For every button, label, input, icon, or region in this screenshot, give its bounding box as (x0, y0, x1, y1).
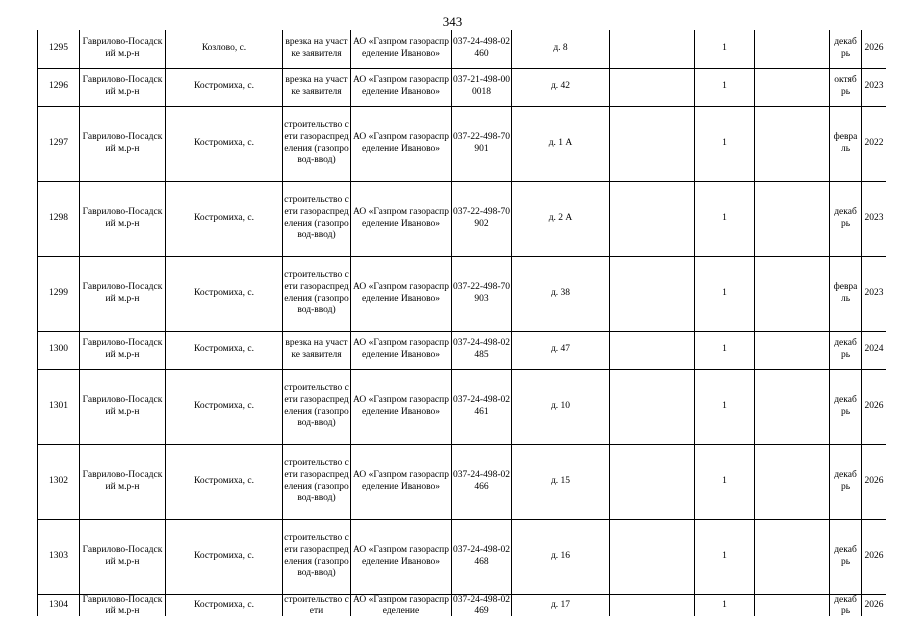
work-type-cell: строительство сети газораспределения (газопровод-ввод) (283, 106, 351, 181)
table-row (38, 444, 887, 519)
count-cell: 1 (695, 519, 755, 594)
object-code-cell: 037-24-498-02466 (452, 444, 512, 519)
empty-cell (610, 181, 695, 256)
address-cell: д. 2 А (512, 181, 610, 256)
empty-cell (755, 68, 830, 106)
organization-cell: АО «Газпром газораспределение Иваново» (351, 331, 452, 369)
locality-cell: Костромиха, с. (166, 444, 283, 519)
organization-cell: АО «Газпром газораспределение Иваново» (351, 30, 452, 68)
work-type-cell: врезка на участке заявителя (283, 30, 351, 68)
empty-cell (610, 256, 695, 331)
count-cell: 1 (695, 594, 755, 616)
page-number: 343 (442, 14, 463, 29)
organization-cell: АО «Газпром газораспределение Иваново» (351, 519, 452, 594)
work-type-cell: строительство сети газораспределения (газопровод-ввод) (283, 181, 351, 256)
empty-cell (610, 594, 695, 616)
empty-cell (610, 331, 695, 369)
row-number-cell: 1304 (38, 594, 80, 616)
empty-cell (755, 106, 830, 181)
count-cell: 1 (695, 30, 755, 68)
count-cell: 1 (695, 331, 755, 369)
month-cell: октябрь (830, 68, 862, 106)
empty-cell (755, 369, 830, 444)
table-row (38, 519, 887, 594)
object-code-cell: 037-24-498-02460 (452, 30, 512, 68)
locality-cell: Костромиха, с. (166, 68, 283, 106)
locality-cell: Козлово, с. (166, 30, 283, 68)
organization-cell: АО «Газпром газораспределение Иваново» (351, 68, 452, 106)
district-cell: Гаврилово-Посадский м.р-н (80, 594, 166, 616)
empty-cell (610, 106, 695, 181)
row-number-cell: 1300 (38, 331, 80, 369)
object-code-cell: 037-24-498-02469 (452, 594, 512, 616)
empty-cell (610, 68, 695, 106)
organization-cell: АО «Газпром газораспределение Иваново» (351, 106, 452, 181)
year-cell: 2026 (862, 594, 887, 616)
address-cell: д. 8 (512, 30, 610, 68)
month-cell: декабрь (830, 444, 862, 519)
year-cell: 2023 (862, 256, 887, 331)
empty-cell (755, 519, 830, 594)
table-row (38, 369, 887, 444)
month-cell: декабрь (830, 519, 862, 594)
object-code-cell: 037-21-498-000018 (452, 68, 512, 106)
month-cell: декабрь (830, 331, 862, 369)
table-row (38, 331, 887, 369)
count-cell: 1 (695, 369, 755, 444)
district-cell: Гаврилово-Посадский м.р-н (80, 519, 166, 594)
locality-cell: Костромиха, с. (166, 256, 283, 331)
count-cell: 1 (695, 181, 755, 256)
row-number-cell: 1296 (38, 68, 80, 106)
count-cell: 1 (695, 106, 755, 181)
locality-cell: Костромиха, с. (166, 181, 283, 256)
locality-cell: Костромиха, с. (166, 594, 283, 616)
address-cell: д. 16 (512, 519, 610, 594)
month-cell: декабрь (830, 181, 862, 256)
object-code-cell: 037-22-498-70903 (452, 256, 512, 331)
district-cell: Гаврилово-Посадский м.р-н (80, 68, 166, 106)
work-type-cell: строительство сети (283, 594, 351, 616)
empty-cell (755, 181, 830, 256)
count-cell: 1 (695, 68, 755, 106)
empty-cell (610, 444, 695, 519)
row-number-cell: 1298 (38, 181, 80, 256)
organization-cell: АО «Газпром газораспределение Иваново» (351, 256, 452, 331)
district-cell: Гаврилово-Посадский м.р-н (80, 256, 166, 331)
month-cell: декабрь (830, 30, 862, 68)
work-type-cell: строительство сети газораспределения (газопровод-ввод) (283, 519, 351, 594)
address-cell: д. 17 (512, 594, 610, 616)
locality-cell: Костромиха, с. (166, 369, 283, 444)
district-cell: Гаврилово-Посадский м.р-н (80, 331, 166, 369)
row-number-cell: 1299 (38, 256, 80, 331)
row-number-cell: 1303 (38, 519, 80, 594)
locality-cell: Костромиха, с. (166, 106, 283, 181)
object-code-cell: 037-24-498-02468 (452, 519, 512, 594)
month-cell: декабрь (830, 594, 862, 616)
empty-cell (610, 519, 695, 594)
empty-cell (755, 256, 830, 331)
year-cell: 2023 (862, 68, 887, 106)
month-cell: февраль (830, 106, 862, 181)
address-cell: д. 47 (512, 331, 610, 369)
empty-cell (755, 30, 830, 68)
empty-cell (755, 594, 830, 616)
table-row (38, 594, 887, 616)
year-cell: 2026 (862, 444, 887, 519)
year-cell: 2024 (862, 331, 887, 369)
year-cell: 2022 (862, 106, 887, 181)
gasification-table (37, 30, 886, 616)
district-cell: Гаврилово-Посадский м.р-н (80, 369, 166, 444)
row-number-cell: 1297 (38, 106, 80, 181)
empty-cell (755, 331, 830, 369)
address-cell: д. 38 (512, 256, 610, 331)
work-type-cell: врезка на участке заявителя (283, 68, 351, 106)
object-code-cell: 037-24-498-02461 (452, 369, 512, 444)
count-cell: 1 (695, 444, 755, 519)
empty-cell (610, 369, 695, 444)
year-cell: 2026 (862, 369, 887, 444)
locality-cell: Костромиха, с. (166, 331, 283, 369)
district-cell: Гаврилово-Посадский м.р-н (80, 106, 166, 181)
address-cell: д. 1 А (512, 106, 610, 181)
table-row (38, 256, 887, 331)
count-cell: 1 (695, 256, 755, 331)
table-row (38, 106, 887, 181)
empty-cell (755, 444, 830, 519)
table-row (38, 181, 887, 256)
work-type-cell: строительство сети газораспределения (газопровод-ввод) (283, 256, 351, 331)
row-number-cell: 1302 (38, 444, 80, 519)
year-cell: 2023 (862, 181, 887, 256)
table-row (38, 30, 887, 68)
organization-cell: АО «Газпром газораспределение (351, 594, 452, 616)
district-cell: Гаврилово-Посадский м.р-н (80, 444, 166, 519)
table-row (38, 68, 887, 106)
address-cell: д. 10 (512, 369, 610, 444)
address-cell: д. 42 (512, 68, 610, 106)
district-cell: Гаврилово-Посадский м.р-н (80, 30, 166, 68)
locality-cell: Костромиха, с. (166, 519, 283, 594)
row-number-cell: 1301 (38, 369, 80, 444)
year-cell: 2026 (862, 30, 887, 68)
year-cell: 2026 (862, 519, 887, 594)
document-table-container (37, 30, 886, 616)
work-type-cell: строительство сети газораспределения (газопровод-ввод) (283, 444, 351, 519)
organization-cell: АО «Газпром газораспределение Иваново» (351, 181, 452, 256)
month-cell: декабрь (830, 369, 862, 444)
district-cell: Гаврилово-Посадский м.р-н (80, 181, 166, 256)
address-cell: д. 15 (512, 444, 610, 519)
organization-cell: АО «Газпром газораспределение Иваново» (351, 444, 452, 519)
work-type-cell: врезка на участке заявителя (283, 331, 351, 369)
object-code-cell: 037-24-498-02485 (452, 331, 512, 369)
empty-cell (610, 30, 695, 68)
row-number-cell: 1295 (38, 30, 80, 68)
object-code-cell: 037-22-498-70902 (452, 181, 512, 256)
object-code-cell: 037-22-498-70901 (452, 106, 512, 181)
month-cell: февраль (830, 256, 862, 331)
organization-cell: АО «Газпром газораспределение Иваново» (351, 369, 452, 444)
work-type-cell: строительство сети газораспределения (газопровод-ввод) (283, 369, 351, 444)
